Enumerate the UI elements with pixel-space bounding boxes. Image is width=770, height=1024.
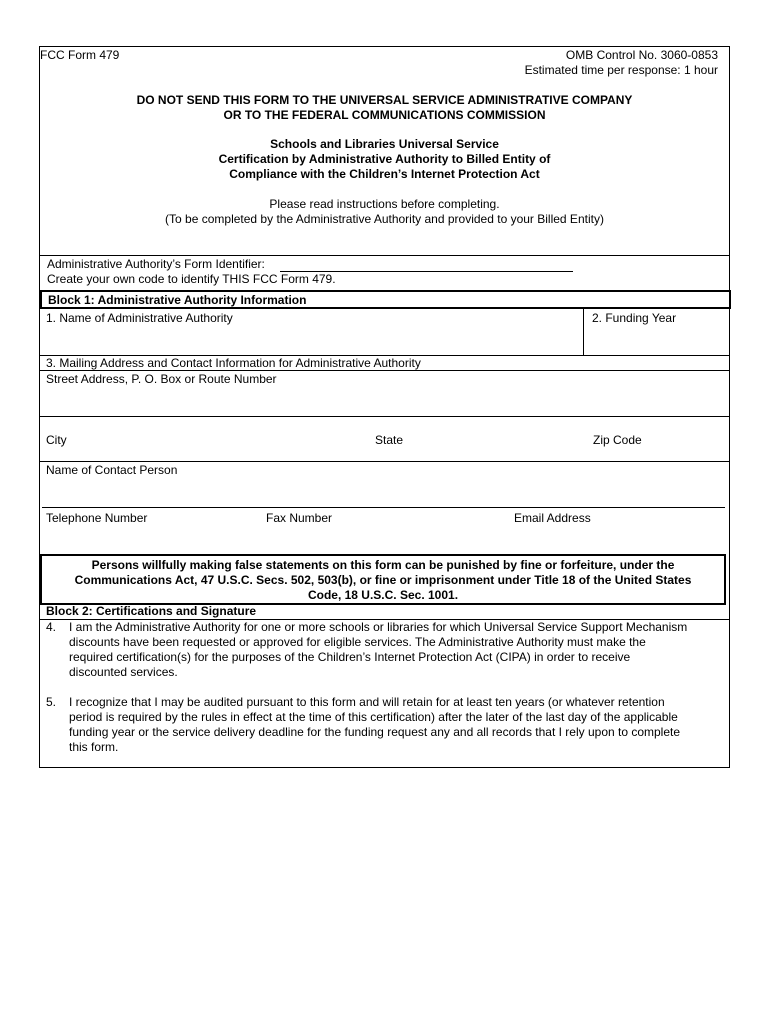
divider — [40, 255, 729, 256]
penalty-line3: Code, 18 U.S.C. Sec. 1001. — [307, 588, 459, 602]
instructions-line1: Please read instructions before completing. — [269, 197, 500, 211]
zip-code-label: Zip Code — [593, 433, 642, 447]
state-input[interactable] — [374, 447, 574, 459]
penalty-line2: Communications Act, 47 U.S.C. Secs. 502, 503(b), or fine or imprisonment under Title 18 of the United States — [74, 573, 692, 587]
fax-input[interactable] — [265, 527, 500, 551]
street-address-input[interactable] — [42, 388, 727, 413]
field3-label: 3. Mailing Address and Contact Information for Administrative Authority — [46, 356, 421, 370]
email-input[interactable] — [513, 527, 723, 551]
item-line: required certification(s) for the purposes of the Children’s Internet Protection Act (CIPA) in order to receive — [69, 650, 631, 664]
contact-person-input[interactable] — [42, 479, 727, 505]
instructions-line2: (To be completed by the Administrative Authority and provided to your Billed Entity) — [165, 212, 604, 226]
item-number: 5. — [46, 695, 57, 709]
block2-title: Block 2: Certifications and Signature — [46, 604, 257, 618]
divider — [583, 309, 584, 355]
fcc-form-479 — [39, 46, 730, 768]
form-title-line3: Compliance with the Children’s Internet Protection Act — [229, 167, 540, 181]
field2-label: 2. Funding Year — [592, 311, 677, 325]
state-label: State — [375, 433, 404, 447]
estimated-time: Estimated time per response: 1 hour — [524, 63, 718, 77]
certification-item-5 — [46, 695, 719, 755]
form-name: FCC Form 479 — [40, 48, 120, 62]
form-title-line1: Schools and Libraries Universal Service — [270, 137, 499, 151]
fax-label: Fax Number — [266, 511, 333, 525]
divider — [42, 507, 725, 508]
telephone-input[interactable] — [42, 527, 252, 551]
penalty-warning-box — [40, 554, 726, 605]
do-not-send-warning-line2: OR TO THE FEDERAL COMMUNICATIONS COMMISSION — [223, 108, 546, 122]
penalty-line1: Persons willfully making false statements on this form can be punished by fine or forfeiture, under the — [91, 558, 675, 572]
city-input[interactable] — [42, 447, 362, 459]
item-line: I recognize that I may be audited pursuant to this form and will retain for at least ten years (or whatever retention — [69, 695, 665, 709]
city-label: City — [46, 433, 67, 447]
form-identifier-input[interactable] — [280, 257, 573, 272]
item-line: discounts have been requested or approved for eligible services. The Administrative Authority must make the — [69, 635, 646, 649]
divider — [40, 416, 729, 417]
contact-person-label: Name of Contact Person — [46, 463, 178, 477]
item-number: 4. — [46, 620, 57, 634]
item-line: this form. — [69, 740, 119, 754]
funding-year-input[interactable] — [586, 327, 726, 353]
item-line: period is required by the rules in effect at the time of this certification) after the later of the last day of the applicable — [69, 710, 678, 724]
form-identifier-help: Create your own code to identify THIS FCC Form 479. — [47, 272, 336, 286]
block1-title: Block 1: Administrative Authority Information — [48, 293, 307, 307]
street-address-label: Street Address, P. O. Box or Route Number — [46, 372, 277, 386]
form-title-line2: Certification by Administrative Authority to Billed Entity of — [218, 152, 551, 166]
field1-label: 1. Name of Administrative Authority — [46, 311, 233, 325]
authority-name-input[interactable] — [42, 327, 582, 353]
form-identifier-label: Administrative Authority’s Form Identifier: — [47, 257, 265, 271]
certification-item-4 — [46, 620, 719, 680]
item-line: I am the Administrative Authority for one or more schools or libraries for which Universal Service Support Mechanism — [69, 620, 688, 634]
omb-control-number: OMB Control No. 3060-0853 — [565, 48, 718, 62]
block1-header — [40, 290, 731, 309]
email-label: Email Address — [514, 511, 591, 525]
item-line: discounted services. — [69, 665, 178, 679]
zip-code-input[interactable] — [592, 447, 722, 459]
divider — [40, 461, 729, 462]
do-not-send-warning-line1: DO NOT SEND THIS FORM TO THE UNIVERSAL SERVICE ADMINISTRATIVE COMPANY — [136, 93, 633, 107]
item-line: funding year or the service delivery deadline for the funding request any and all records that I rely upon to complete — [69, 725, 681, 739]
divider — [40, 370, 729, 371]
telephone-label: Telephone Number — [46, 511, 148, 525]
